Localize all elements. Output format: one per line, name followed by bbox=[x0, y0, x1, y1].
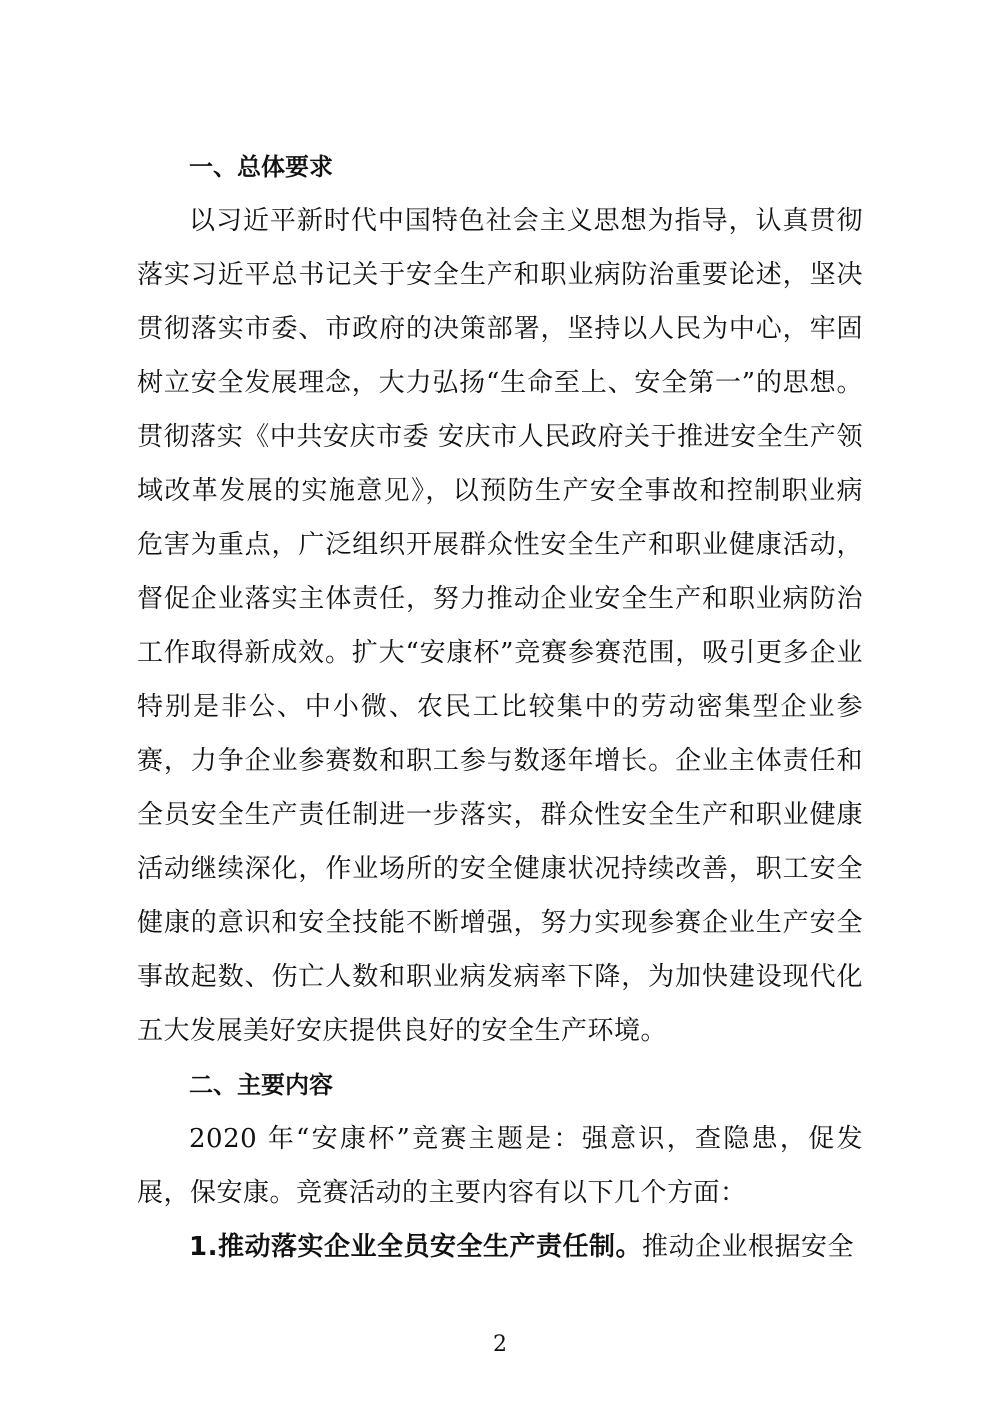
page-body bbox=[137, 140, 863, 1274]
section-heading-main-content: 二、主要内容 bbox=[189, 1071, 333, 1099]
item-1-text: 推动企业根据安全 bbox=[641, 1232, 854, 1262]
paragraph-main-content-intro: 2020 年“安康杯”竞赛主题是：强意识，查隐患，促发展，保安康。竞赛活动的主要内容有以下几个方面： bbox=[137, 1124, 863, 1208]
paragraph-general-requirements: 以习近平新时代中国特色社会主义思想为指导，认真贯彻落实习近平总书记关于安全生产和职业病防治重要论述，坚决贯彻落实市委、市政府的决策部署，坚持以人民为中心，牢固树立安全发展理念，大力弘扬“生命至上、安全第一”的思想。贯彻落实《中共安庆市委 安庆市人民政府关于推进安全生产领域改革发展的实施意见》，以预防生产安全事故和控制职业病危害为重点，广泛组织开展群众性安全生产和职业健康活动，督促企业落实主体责任，努力推动企业安全生产和职业病防治工作取得新成效。扩大“安康杯”竞赛参赛范围，吸引更多企业特别是非公、中小微、农民工比较集中的劳动密集型企业参赛，力争企业参赛数和职工参与数逐年增长。企业主体责任和全员安全生产责任制进一步落实，群众性安全生产和职业健康活动继续深化，作业场所的安全健康状况持续改善，职工安全健康的意识和安全技能不断增强，努力实现参赛企业生产安全事故起数、伤亡人数和职业病发病率下降，为加快建设现代化五大发展美好安庆提供良好的安全生产环境。 bbox=[137, 206, 863, 1046]
item-1-lead: 1.推动落实企业全员安全生产责任制。 bbox=[189, 1232, 642, 1262]
section-heading-general-requirements: 一、总体要求 bbox=[189, 153, 333, 181]
page-number: 2 bbox=[493, 1332, 507, 1357]
paragraph-item-1 bbox=[137, 1220, 863, 1274]
